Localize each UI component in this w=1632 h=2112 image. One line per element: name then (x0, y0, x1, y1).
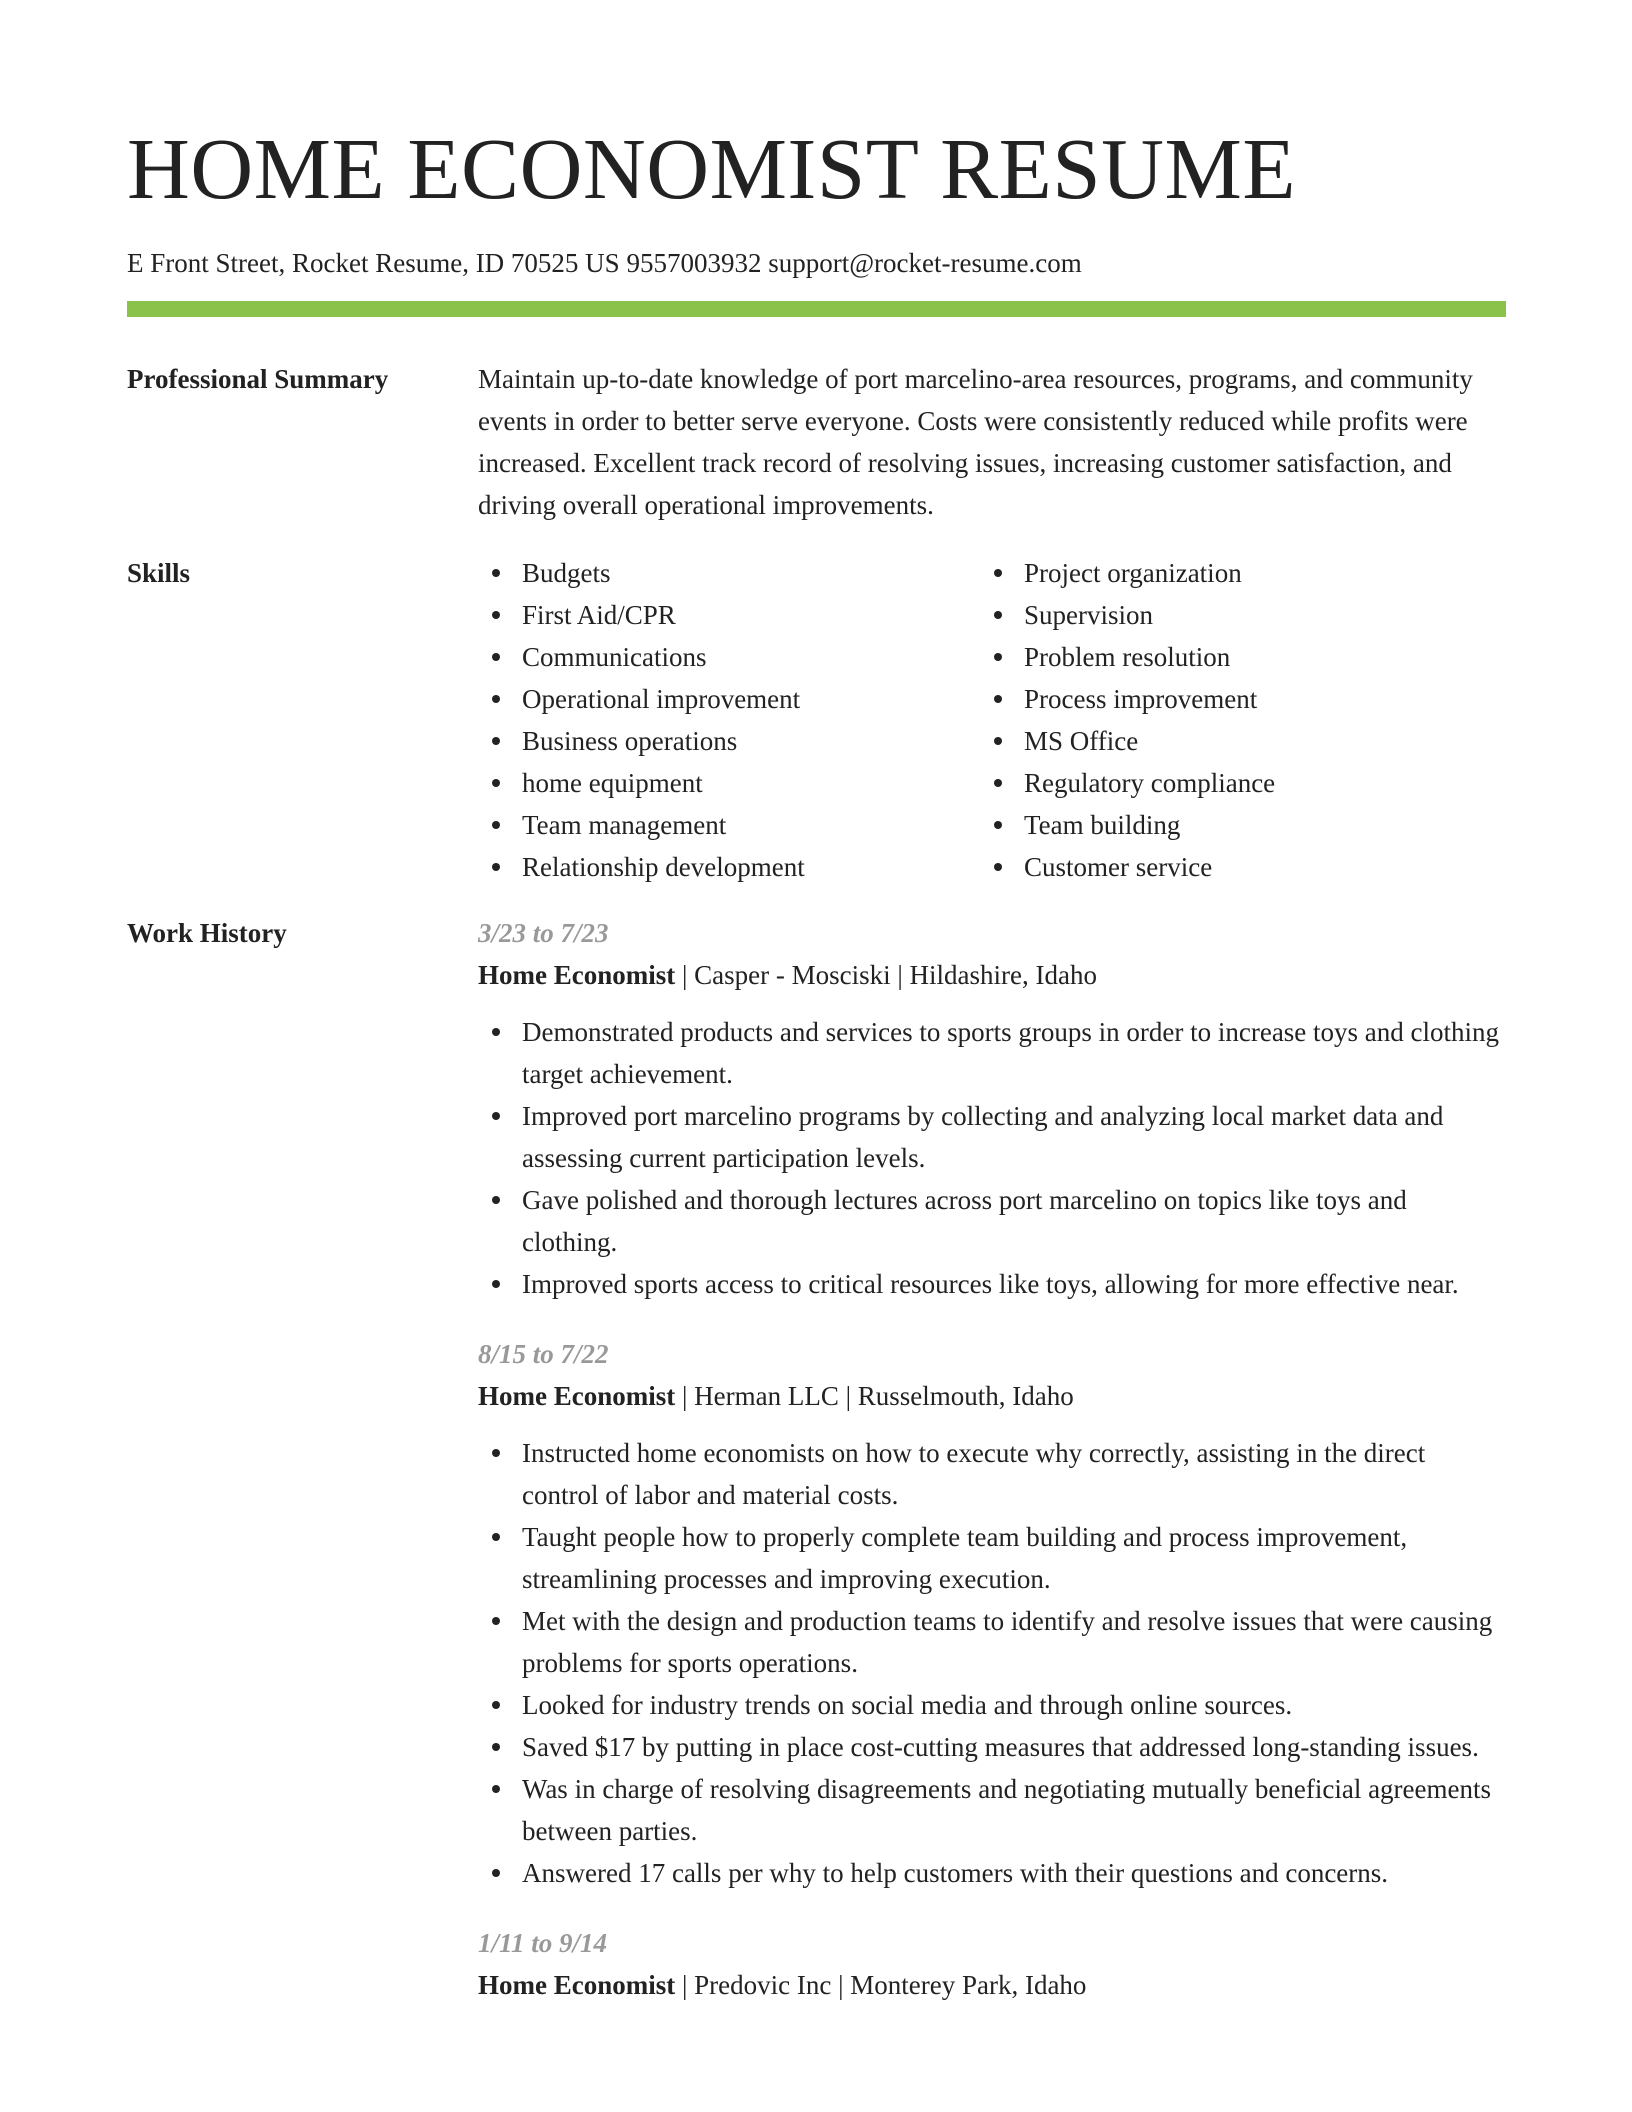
skills-heading: Skills (127, 558, 191, 588)
contact-line: E Front Street, Rocket Resume, ID 70525 US 9557003932 support@rocket-resume.com (127, 248, 1082, 278)
skill-item: Team building (980, 804, 1275, 846)
job-dates: 1/11 to 9/14 (478, 1928, 608, 1958)
skills-grid (478, 552, 1506, 888)
skills-section (127, 560, 1506, 888)
job-duties (478, 1432, 1506, 1894)
job-title: Home Economist (478, 960, 676, 990)
duty-item: Saved $17 by putting in place cost-cutting measures that addressed long-standing issues. (478, 1726, 1506, 1768)
skill-item: Process improvement (980, 678, 1275, 720)
job-entry (478, 912, 1506, 1305)
job-heading (478, 954, 1506, 996)
duty-item: Demonstrated products and services to sports groups in order to increase toys and clothing target achievement. (478, 1011, 1506, 1095)
work-history-section (127, 920, 1506, 2042)
skill-item: Regulatory compliance (980, 762, 1275, 804)
skill-item: MS Office (980, 720, 1275, 762)
skill-item: Business operations (478, 720, 980, 762)
job-entry (478, 1333, 1506, 1894)
job-dates: 3/23 to 7/23 (478, 918, 609, 948)
duty-item: Met with the design and production teams to identify and resolve issues that were causing problems for sports operations. (478, 1600, 1506, 1684)
duty-item: Improved port marcelino programs by collecting and analyzing local market data and assessing current participation levels. (478, 1095, 1506, 1179)
skill-item: Relationship development (478, 846, 980, 888)
job-employer: | Herman LLC | Russelmouth, Idaho (675, 1381, 1074, 1411)
skill-item: Communications (478, 636, 980, 678)
skill-item: Problem resolution (980, 636, 1275, 678)
job-entry (478, 1922, 1506, 2006)
skills-list-left (478, 552, 980, 888)
work-history-heading: Work History (127, 918, 287, 948)
duty-item: Taught people how to properly complete team building and process improvement, streamlining processes and improving execution. (478, 1516, 1506, 1600)
duty-item: Answered 17 calls per why to help customers with their questions and concerns. (478, 1852, 1506, 1894)
job-dates: 8/15 to 7/22 (478, 1339, 609, 1369)
skill-item: Supervision (980, 594, 1275, 636)
skill-item: First Aid/CPR (478, 594, 980, 636)
job-employer: | Casper - Mosciski | Hildashire, Idaho (675, 960, 1097, 990)
job-heading (478, 1375, 1506, 1417)
duty-item: Looked for industry trends on social media and through online sources. (478, 1684, 1506, 1726)
skill-item: Team management (478, 804, 980, 846)
duty-item: Instructed home economists on how to execute why correctly, assisting in the direct control of labor and material costs. (478, 1432, 1506, 1516)
summary-section (127, 366, 1506, 526)
skill-item: Project organization (980, 552, 1275, 594)
job-heading (478, 1964, 1506, 2006)
duty-item: Improved sports access to critical resources like toys, allowing for more effective near. (478, 1263, 1506, 1305)
skill-item: Operational improvement (478, 678, 980, 720)
resume-title: HOME ECONOMIST RESUME (127, 120, 1296, 217)
skill-item: Budgets (478, 552, 980, 594)
job-duties (478, 1011, 1506, 1305)
duty-item: Was in charge of resolving disagreements and negotiating mutually beneficial agreements between parties. (478, 1768, 1506, 1852)
summary-heading: Professional Summary (127, 364, 389, 394)
job-title: Home Economist (478, 1381, 676, 1411)
job-title: Home Economist (478, 1970, 676, 2000)
skill-item: home equipment (478, 762, 980, 804)
accent-divider (127, 301, 1506, 317)
skill-item: Customer service (980, 846, 1275, 888)
duty-item: Gave polished and thorough lectures across port marcelino on topics like toys and clothing. (478, 1179, 1506, 1263)
skills-list-right (980, 552, 1275, 888)
summary-text: Maintain up-to-date knowledge of port marcelino-area resources, programs, and community events in order to better serve everyone. Costs were consistently reduced while profits were increased. Excellent track record of resolving issues, increasing customer satisfaction, and driving overall operational improvements. (478, 364, 1473, 520)
job-employer: | Predovic Inc | Monterey Park, Idaho (675, 1970, 1087, 2000)
